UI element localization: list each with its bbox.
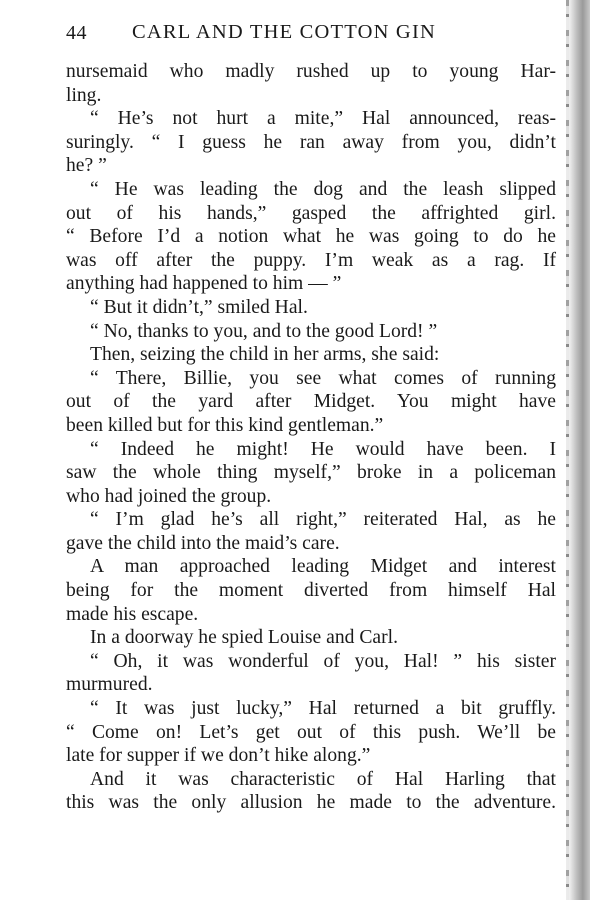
- running-head: CARL AND THE COTTON GIN: [132, 21, 436, 43]
- text-line: “ Oh, it was wonderful of you, Hal! ” his sister: [90, 650, 556, 672]
- text-line: And it was characteristic of Hal Harling that: [90, 768, 556, 790]
- text-line: “ There, Billie, you see what comes of running: [90, 367, 556, 389]
- text-line: “ Come on! Let’s get out of this push. We’ll be: [66, 721, 556, 743]
- text-line: being for the moment diverted from himself Hal: [66, 580, 556, 602]
- text-line: “ It was just lucky,” Hal returned a bit gruffly.: [90, 698, 556, 720]
- text-line: ling.: [66, 84, 102, 106]
- text-line: “ Indeed he might! He would have been. I: [90, 438, 556, 460]
- text-line: nursemaid who madly rushed up to young Har-: [66, 61, 556, 82]
- text-line: “ No, thanks to you, and to the good Lord! ”: [90, 320, 438, 342]
- text-line: “ I’m glad he’s all right,” reiterated Hal, as he: [90, 509, 556, 531]
- page-number: 44: [66, 22, 87, 44]
- body-text: [66, 60, 556, 815]
- text-line: anything had happened to him — ”: [66, 273, 342, 295]
- page-edge: [566, 0, 569, 900]
- text-line: was off after the puppy. I’m weak as a rag. If: [66, 249, 556, 271]
- text-line: “ But it didn’t,” smiled Hal.: [90, 296, 308, 318]
- text-line: Then, seizing the child in her arms, she said:: [90, 344, 440, 366]
- text-line: made his escape.: [66, 603, 199, 625]
- text-line: been killed but for this kind gentleman.”: [66, 414, 384, 436]
- text-line: who had joined the group.: [66, 485, 272, 507]
- text-line: suringly. “ I guess he ran away from you, didn’t: [66, 131, 556, 153]
- text-line: out of the yard after Midget. You might have: [66, 391, 556, 413]
- text-line: “ He’s not hurt a mite,” Hal announced, reas-: [90, 108, 556, 130]
- text-line: gave the child into the maid’s care.: [66, 532, 340, 554]
- text-line: this was the only allusion he made to the adventure.: [66, 792, 556, 814]
- text-line: “ Before I’d a notion what he was going to do he: [66, 226, 556, 248]
- text-line: he? ”: [66, 155, 107, 177]
- text-line: saw the whole thing myself,” broke in a policeman: [66, 462, 556, 484]
- page-header: [66, 18, 556, 48]
- text-line: A man approached leading Midget and interest: [90, 556, 556, 578]
- text-line: out of his hands,” gasped the affrighted girl.: [66, 202, 556, 224]
- text-line: late for supper if we don’t hike along.”: [66, 745, 371, 767]
- text-line: In a doorway he spied Louise and Carl.: [90, 627, 398, 649]
- book-spine-shadow: [566, 0, 590, 900]
- text-line: murmured.: [66, 674, 153, 696]
- text-line: “ He was leading the dog and the leash slipped: [90, 178, 556, 200]
